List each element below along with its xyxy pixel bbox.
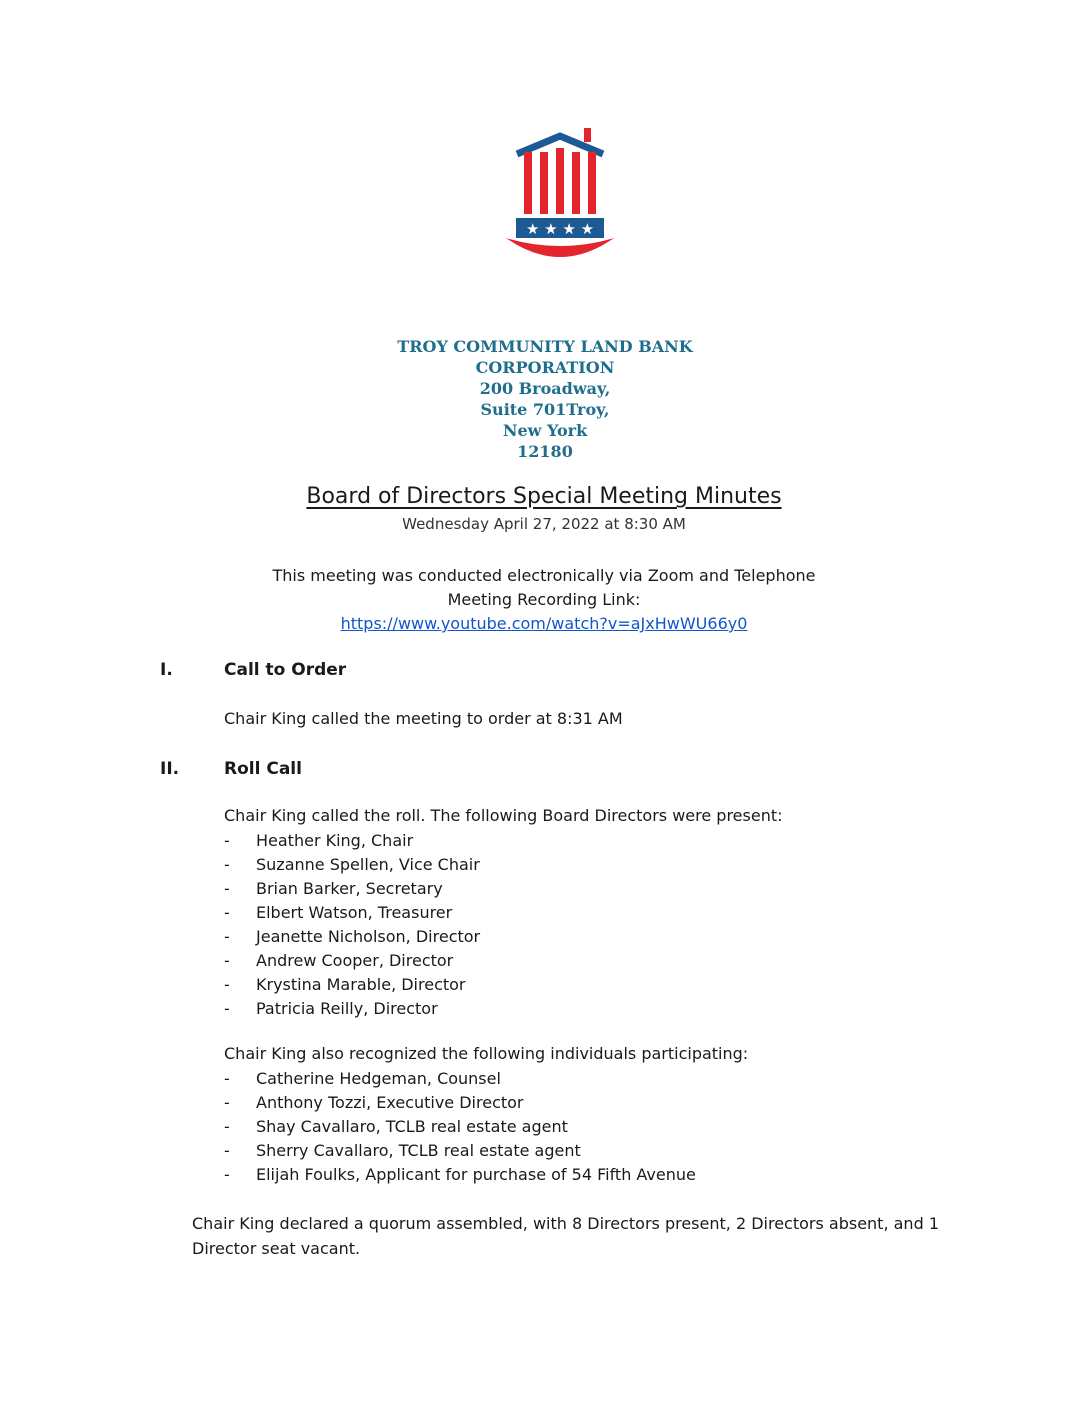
list-item <box>224 1115 696 1139</box>
list-item <box>224 853 480 877</box>
section-number: I. <box>160 660 173 680</box>
quorum-statement: Chair King declared a quorum assembled, with 8 Directors present, 2 Directors absent, and 1 Director seat vacant. <box>192 1214 939 1258</box>
meeting-info <box>0 564 1088 636</box>
list-marker: - <box>224 951 230 970</box>
recording-label: Meeting Recording Link: <box>447 590 641 609</box>
director-name: Jeanette Nicholson, Director <box>256 927 481 946</box>
director-name: Elbert Watson, Treasurer <box>256 903 453 922</box>
participant-name: Sherry Cavallaro, TCLB real estate agent <box>256 1141 581 1160</box>
participants-intro: Chair King also recognized the following individuals participating: <box>224 1044 749 1063</box>
list-item <box>224 997 480 1021</box>
svg-text:★ ★ ★ ★: ★ ★ ★ ★ <box>525 220 595 238</box>
list-item <box>224 829 480 853</box>
director-name: Suzanne Spellen, Vice Chair <box>256 855 480 874</box>
meeting-date: Wednesday April 27, 2022 at 8:30 AM <box>402 515 686 533</box>
document-title: Board of Directors Special Meeting Minutes <box>306 484 782 509</box>
present-directors-list <box>224 829 480 1021</box>
list-item <box>224 1139 696 1163</box>
participants-list <box>224 1067 696 1187</box>
list-marker: - <box>224 903 230 922</box>
organization-address <box>380 336 710 462</box>
list-item <box>224 973 480 997</box>
org-line: 12180 <box>517 442 573 461</box>
list-marker: - <box>224 927 230 946</box>
director-name: Heather King, Chair <box>256 831 414 850</box>
list-marker: - <box>224 855 230 874</box>
list-marker: - <box>224 831 230 850</box>
list-marker: - <box>224 1141 230 1160</box>
org-line: New York <box>502 421 588 440</box>
call-to-order-text: Chair King called the meeting to order at 8:31 AM <box>224 709 623 728</box>
list-item <box>224 1091 696 1115</box>
list-item <box>224 877 480 901</box>
director-name: Patricia Reilly, Director <box>256 999 438 1018</box>
participant-name: Elijah Foulks, Applicant for purchase of 54 Fifth Avenue <box>256 1165 696 1184</box>
list-item <box>224 925 480 949</box>
list-item <box>224 1163 696 1187</box>
participant-name: Shay Cavallaro, TCLB real estate agent <box>256 1117 568 1136</box>
list-marker: - <box>224 1093 230 1112</box>
org-line: 200 Broadway, <box>479 379 611 398</box>
list-item <box>224 901 480 925</box>
list-marker: - <box>224 1069 230 1088</box>
section-heading-roll-call: Roll Call <box>224 759 302 779</box>
org-line: TROY COMMUNITY LAND BANK <box>397 337 693 356</box>
org-line: Suite 701Troy, <box>480 400 610 419</box>
list-marker: - <box>224 975 230 994</box>
list-item <box>224 1067 696 1091</box>
list-marker: - <box>224 1117 230 1136</box>
recording-link[interactable]: https://www.youtube.com/watch?v=aJxHwWU66y0 <box>340 614 748 633</box>
list-marker: - <box>224 879 230 898</box>
section-number: II. <box>160 759 180 779</box>
list-item <box>224 949 480 973</box>
org-line: CORPORATION <box>475 358 615 377</box>
director-name: Brian Barker, Secretary <box>256 879 443 898</box>
director-name: Krystina Marable, Director <box>256 975 466 994</box>
list-marker: - <box>224 999 230 1018</box>
participant-name: Anthony Tozzi, Executive Director <box>256 1093 524 1112</box>
director-name: Andrew Cooper, Director <box>256 951 454 970</box>
roll-call-intro: Chair King called the roll. The following Board Directors were present: <box>224 806 783 825</box>
section-heading-call-to-order: Call to Order <box>224 660 347 680</box>
land-bank-logo <box>500 126 620 262</box>
list-marker: - <box>224 1165 230 1184</box>
participant-name: Catherine Hedgeman, Counsel <box>256 1069 501 1088</box>
conducted-note: This meeting was conducted electronically via Zoom and Telephone <box>272 566 816 585</box>
